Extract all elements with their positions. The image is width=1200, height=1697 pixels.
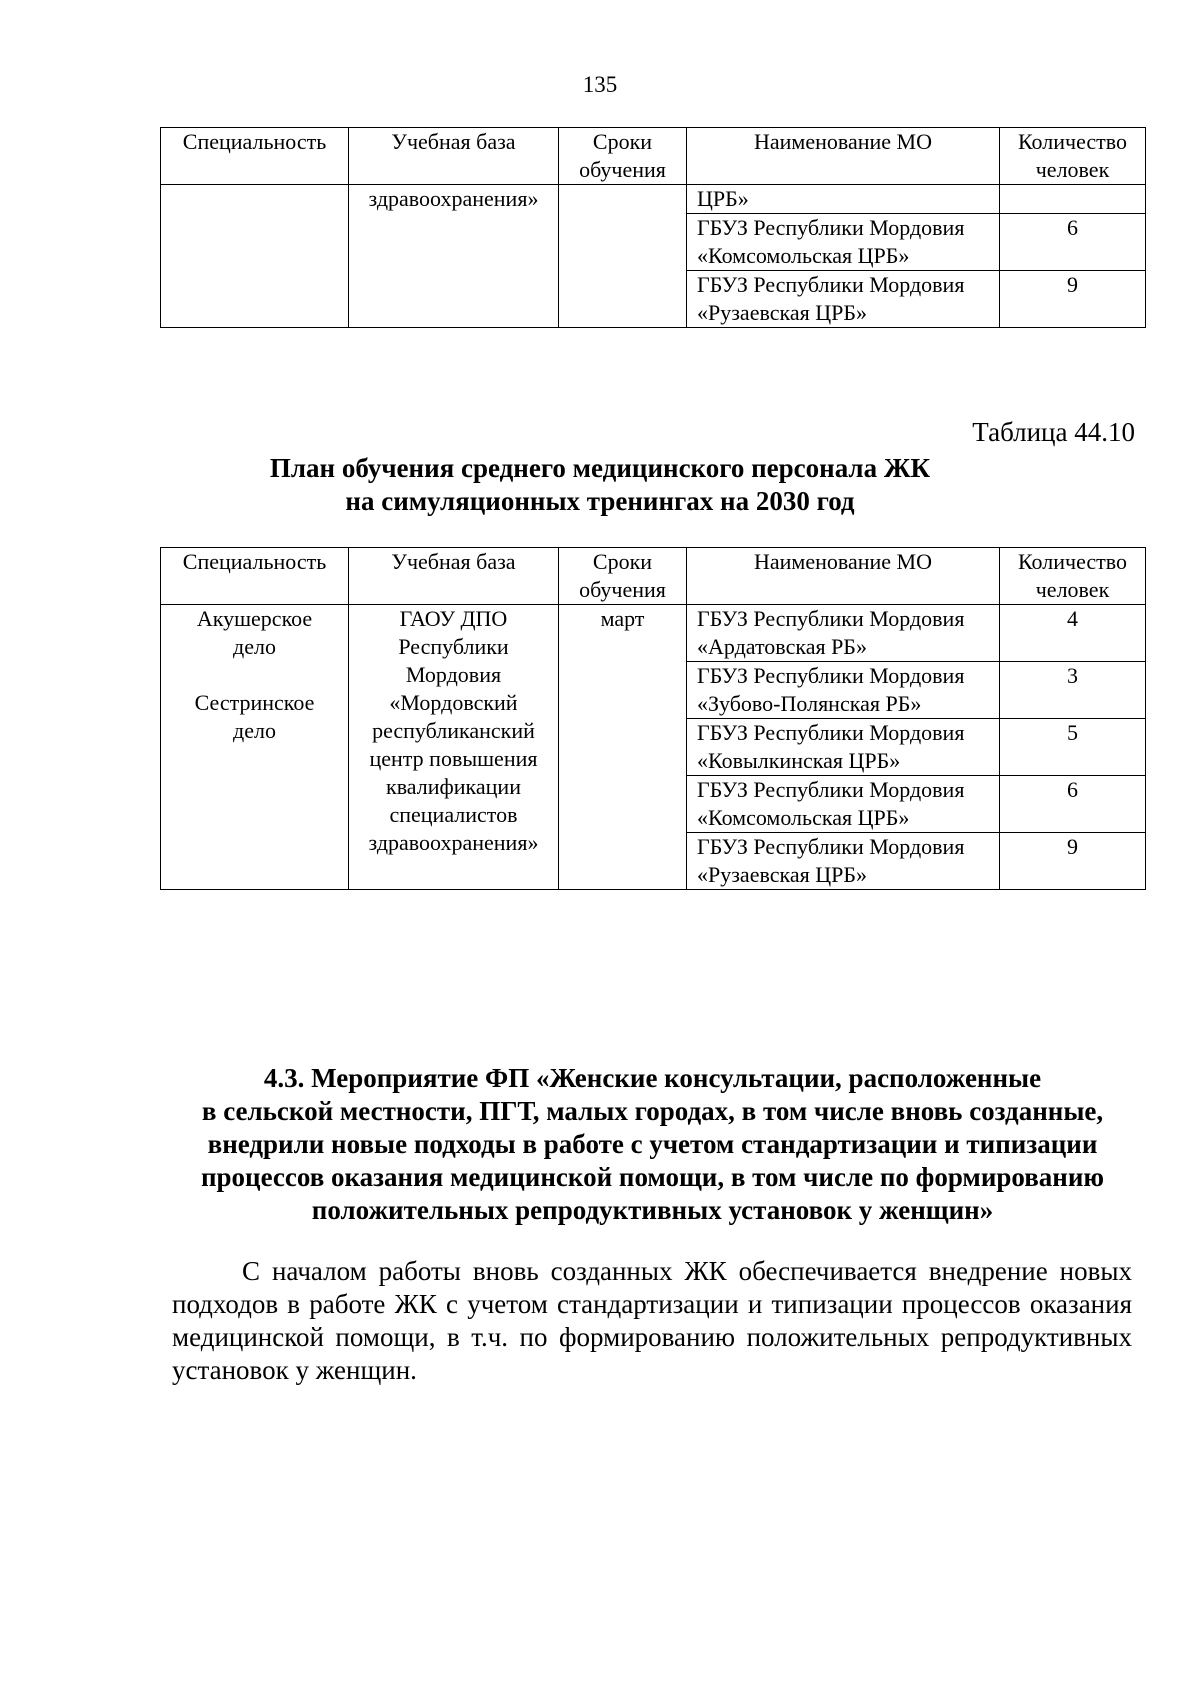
- terms-cell: [559, 185, 687, 328]
- mo-name-cell: ГБУЗ Республики Мордовия «Ковылкинская ЦРБ»: [687, 719, 1000, 776]
- specialty-cell: [161, 605, 349, 890]
- section-heading: [170, 1062, 1135, 1227]
- base-cell: здравоохранения»: [349, 185, 559, 328]
- training-plan-table: [160, 547, 1146, 890]
- section-heading-line: 4.3. Мероприятие ФП «Женские консультации, расположенные: [263, 1063, 1042, 1093]
- section-heading-line: процессов оказания медицинской помощи, в том числе по формированию: [200, 1162, 1105, 1192]
- table-title: [0, 452, 1200, 518]
- table-caption: Таблица 44.10: [972, 417, 1135, 447]
- header-specialty: Специальность: [161, 128, 349, 185]
- continued-table: [160, 127, 1146, 328]
- specialty-cell: [161, 185, 349, 328]
- body-paragraph: С началом работы вновь созданных ЖК обеспечивается внедрение новых подходов в работе ЖК с учетом стандартизации и типизации процессов оказания медицинской помощи, в т.ч. по формированию положительных репродуктивных установок у женщин.: [172, 1256, 1132, 1385]
- count-cell: 6: [1000, 214, 1146, 271]
- mo-name-cell: ЦРБ»: [687, 185, 1000, 214]
- mo-name-cell: ГБУЗ Республики Мордовия «Комсомольская ЦРБ»: [687, 776, 1000, 833]
- mo-name-cell: ГБУЗ Республики Мордовия «Комсомольская ЦРБ»: [687, 214, 1000, 271]
- table-title-line: на симуляционных тренингах на 2030 год: [345, 486, 855, 516]
- specialty-obstetrics: Акушерское дело: [196, 606, 313, 659]
- terms-cell: март: [559, 605, 687, 890]
- header-terms: Сроки обучения: [559, 548, 687, 605]
- table-title-line: План обучения среднего медицинского персонала ЖК: [269, 453, 931, 483]
- section-heading-line: в сельской местности, ПГТ, малых городах, в том числе вновь созданные,: [201, 1096, 1104, 1126]
- count-cell: 9: [1000, 833, 1146, 890]
- mo-name-cell: ГБУЗ Республики Мордовия «Рузаевская ЦРБ»: [687, 833, 1000, 890]
- base-cell: ГАОУ ДПО Республики Мордовия «Мордовский республиканский центр повышения квалификации специалистов здравоохранения»: [349, 605, 559, 890]
- header-terms: Сроки обучения: [559, 128, 687, 185]
- page-number: 135: [582, 72, 618, 97]
- header-base: Учебная база: [349, 548, 559, 605]
- count-cell: 4: [1000, 605, 1146, 662]
- mo-name-cell: ГБУЗ Республики Мордовия «Зубово-Полянская РБ»: [687, 662, 1000, 719]
- mo-name-cell: ГБУЗ Республики Мордовия «Ардатовская РБ»: [687, 605, 1000, 662]
- header-base: Учебная база: [349, 128, 559, 185]
- header-count: Количество человек: [1000, 548, 1146, 605]
- section-heading-line: положительных репродуктивных установок у женщин»: [311, 1195, 994, 1225]
- count-cell: 3: [1000, 662, 1146, 719]
- specialty-nursing: Сестринское дело: [194, 690, 315, 743]
- section-heading-line: внедрили новые подходы в работе с учетом стандартизации и типизации: [207, 1129, 1098, 1159]
- count-cell: 6: [1000, 776, 1146, 833]
- header-mo-name: Наименование МО: [687, 128, 1000, 185]
- header-count: Количество человек: [1000, 128, 1146, 185]
- count-cell: 9: [1000, 271, 1146, 328]
- table-row: [161, 605, 1146, 662]
- mo-name-cell: ГБУЗ Республики Мордовия «Рузаевская ЦРБ»: [687, 271, 1000, 328]
- table-header-row: [161, 128, 1146, 185]
- count-cell: [1000, 185, 1146, 214]
- table-header-row: [161, 548, 1146, 605]
- table-row: [161, 185, 1146, 214]
- header-specialty: Специальность: [161, 548, 349, 605]
- header-mo-name: Наименование МО: [687, 548, 1000, 605]
- count-cell: 5: [1000, 719, 1146, 776]
